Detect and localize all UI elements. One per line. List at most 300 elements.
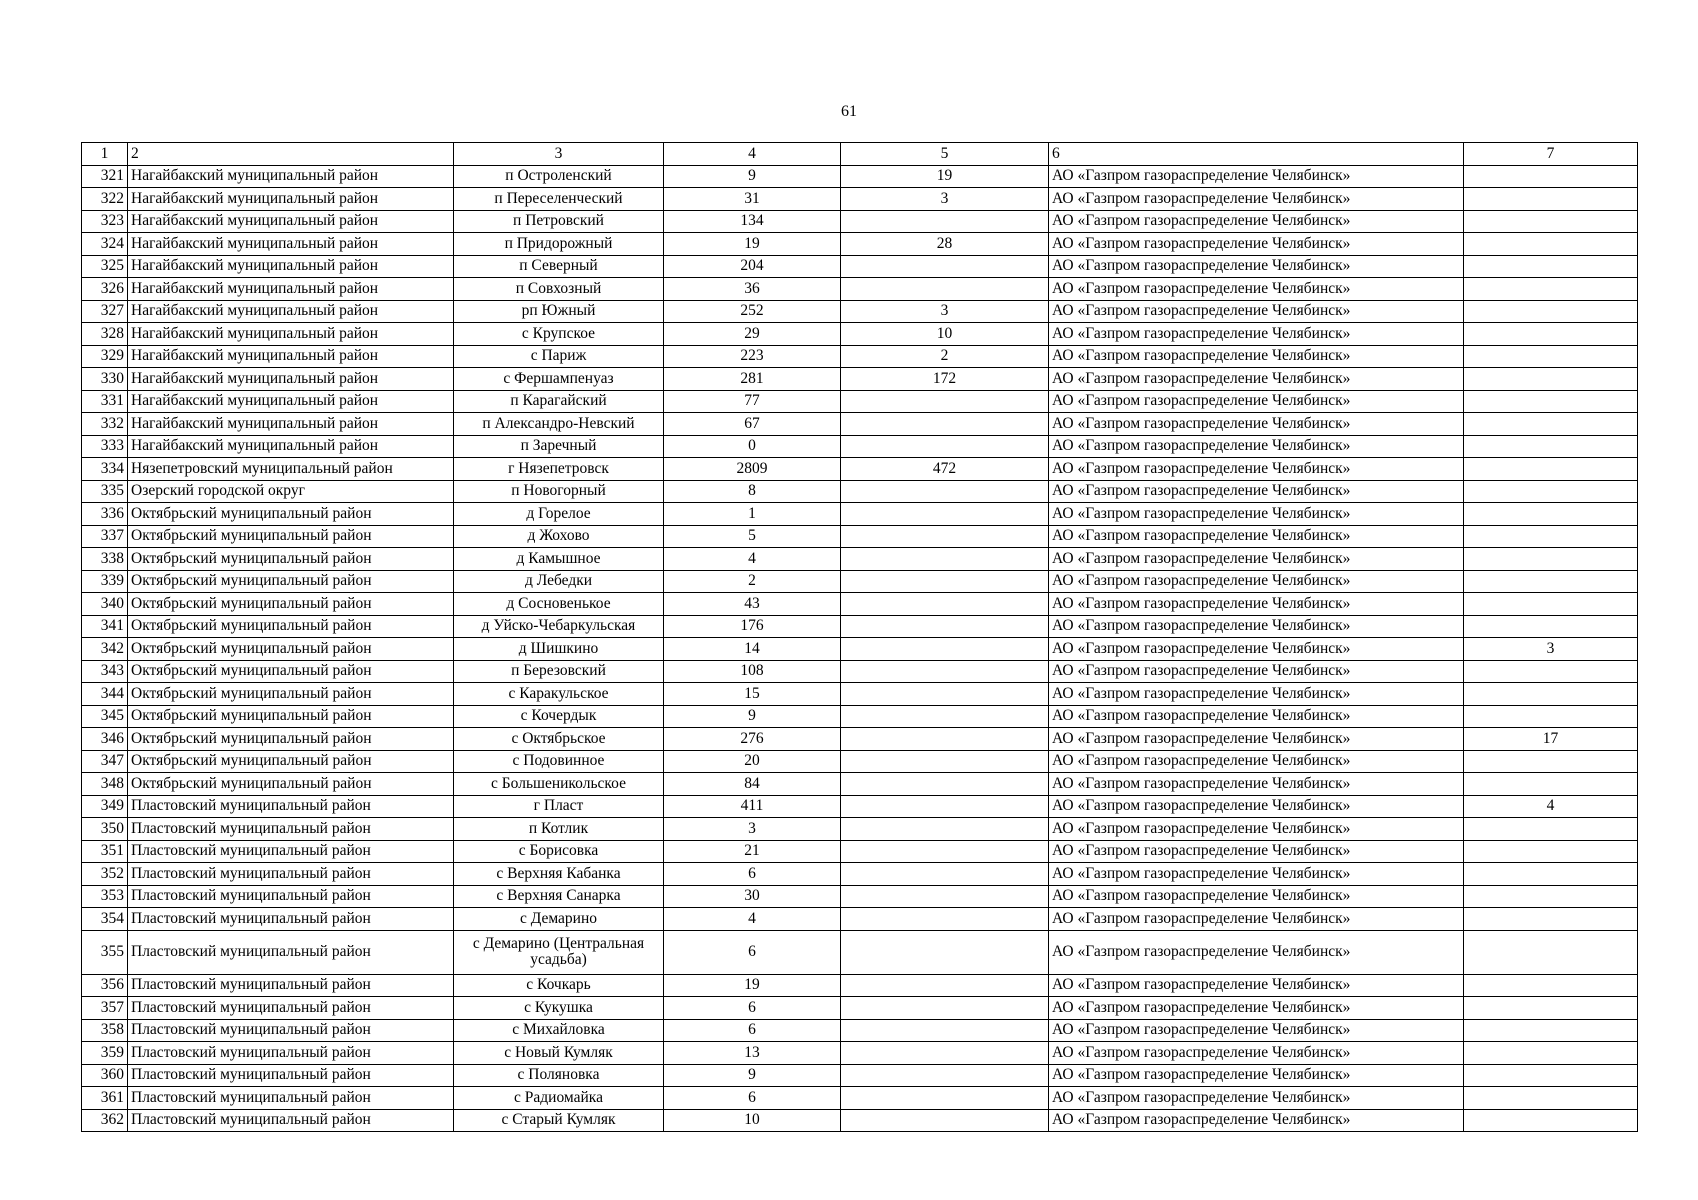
value-5-cell bbox=[841, 1042, 1049, 1065]
value-4-cell: 5 bbox=[664, 525, 841, 548]
settlement-cell: с Новый Кумляк bbox=[454, 1042, 664, 1065]
value-5-cell bbox=[841, 255, 1049, 278]
value-7-cell bbox=[1464, 210, 1638, 233]
table-row bbox=[82, 1042, 1638, 1065]
district-cell: Пластовский муниципальный район bbox=[128, 1019, 454, 1042]
district-cell: Пластовский муниципальный район bbox=[128, 997, 454, 1020]
header-cell: 5 bbox=[841, 143, 1049, 166]
value-5-cell bbox=[841, 863, 1049, 886]
district-cell: Октябрьский муниципальный район bbox=[128, 503, 454, 526]
row-number-cell: 354 bbox=[82, 908, 128, 931]
row-number-cell: 356 bbox=[82, 974, 128, 997]
value-4-cell: 30 bbox=[664, 885, 841, 908]
value-4-cell: 252 bbox=[664, 300, 841, 323]
value-5-cell bbox=[841, 750, 1049, 773]
district-cell: Октябрьский муниципальный район bbox=[128, 548, 454, 571]
settlement-cell: п Северный bbox=[454, 255, 664, 278]
value-4-cell: 276 bbox=[664, 728, 841, 751]
organization-cell: АО «Газпром газораспределение Челябинск» bbox=[1049, 390, 1464, 413]
row-number-cell: 343 bbox=[82, 660, 128, 683]
row-number-cell: 347 bbox=[82, 750, 128, 773]
value-4-cell: 0 bbox=[664, 435, 841, 458]
district-cell: Пластовский муниципальный район bbox=[128, 840, 454, 863]
settlement-cell: с Михайловка bbox=[454, 1019, 664, 1042]
organization-cell: АО «Газпром газораспределение Челябинск» bbox=[1049, 1042, 1464, 1065]
organization-cell: АО «Газпром газораспределение Челябинск» bbox=[1049, 615, 1464, 638]
value-5-cell bbox=[841, 570, 1049, 593]
value-5-cell bbox=[841, 525, 1049, 548]
value-7-cell bbox=[1464, 1019, 1638, 1042]
value-5-cell bbox=[841, 390, 1049, 413]
value-4-cell: 1 bbox=[664, 503, 841, 526]
value-5-cell: 28 bbox=[841, 233, 1049, 256]
value-7-cell bbox=[1464, 750, 1638, 773]
district-cell: Пластовский муниципальный район bbox=[128, 1087, 454, 1110]
table-row bbox=[82, 840, 1638, 863]
value-4-cell: 6 bbox=[664, 930, 841, 974]
value-4-cell: 29 bbox=[664, 323, 841, 346]
organization-cell: АО «Газпром газораспределение Челябинск» bbox=[1049, 728, 1464, 751]
organization-cell: АО «Газпром газораспределение Челябинск» bbox=[1049, 660, 1464, 683]
page-number: 61 bbox=[841, 103, 857, 120]
value-5-cell: 3 bbox=[841, 188, 1049, 211]
value-4-cell: 21 bbox=[664, 840, 841, 863]
value-7-cell bbox=[1464, 615, 1638, 638]
organization-cell: АО «Газпром газораспределение Челябинск» bbox=[1049, 210, 1464, 233]
value-5-cell bbox=[841, 840, 1049, 863]
table-row bbox=[82, 300, 1638, 323]
settlement-cell: с Кочкарь bbox=[454, 974, 664, 997]
value-4-cell: 43 bbox=[664, 593, 841, 616]
value-4-cell: 31 bbox=[664, 188, 841, 211]
district-cell: Нагайбакский муниципальный район bbox=[128, 300, 454, 323]
value-4-cell: 2 bbox=[664, 570, 841, 593]
district-cell: Нагайбакский муниципальный район bbox=[128, 390, 454, 413]
settlement-cell: с Радиомайка bbox=[454, 1087, 664, 1110]
value-5-cell bbox=[841, 728, 1049, 751]
row-number-cell: 326 bbox=[82, 278, 128, 301]
value-4-cell: 19 bbox=[664, 974, 841, 997]
row-number-cell: 337 bbox=[82, 525, 128, 548]
table-row bbox=[82, 570, 1638, 593]
row-number-cell: 332 bbox=[82, 413, 128, 436]
settlement-cell: д Сосновенькое bbox=[454, 593, 664, 616]
district-cell: Нагайбакский муниципальный район bbox=[128, 255, 454, 278]
district-cell: Пластовский муниципальный район bbox=[128, 818, 454, 841]
settlement-cell: д Шишкино bbox=[454, 638, 664, 661]
value-5-cell bbox=[841, 638, 1049, 661]
settlement-cell: с Париж bbox=[454, 345, 664, 368]
table-row bbox=[82, 1019, 1638, 1042]
district-cell: Нагайбакский муниципальный район bbox=[128, 413, 454, 436]
table-row bbox=[82, 368, 1638, 391]
row-number-cell: 353 bbox=[82, 885, 128, 908]
row-number-cell: 338 bbox=[82, 548, 128, 571]
organization-cell: АО «Газпром газораспределение Челябинск» bbox=[1049, 885, 1464, 908]
value-5-cell bbox=[841, 660, 1049, 683]
value-7-cell bbox=[1464, 300, 1638, 323]
value-7-cell bbox=[1464, 1064, 1638, 1087]
district-cell: Пластовский муниципальный район bbox=[128, 930, 454, 974]
value-4-cell: 67 bbox=[664, 413, 841, 436]
organization-cell: АО «Газпром газораспределение Челябинск» bbox=[1049, 930, 1464, 974]
organization-cell: АО «Газпром газораспределение Челябинск» bbox=[1049, 1087, 1464, 1110]
district-cell: Октябрьский муниципальный район bbox=[128, 615, 454, 638]
row-number-cell: 344 bbox=[82, 683, 128, 706]
value-4-cell: 15 bbox=[664, 683, 841, 706]
value-5-cell bbox=[841, 480, 1049, 503]
table-row bbox=[82, 255, 1638, 278]
table-row bbox=[82, 1109, 1638, 1132]
value-4-cell: 6 bbox=[664, 863, 841, 886]
value-7-cell bbox=[1464, 974, 1638, 997]
settlement-cell: п Новогорный bbox=[454, 480, 664, 503]
settlement-cell: п Заречный bbox=[454, 435, 664, 458]
value-7-cell bbox=[1464, 818, 1638, 841]
settlement-cell: с Демарино bbox=[454, 908, 664, 931]
row-number-cell: 360 bbox=[82, 1064, 128, 1087]
district-cell: Нагайбакский муниципальный район bbox=[128, 188, 454, 211]
header-cell: 6 bbox=[1049, 143, 1464, 166]
district-cell: Пластовский муниципальный район bbox=[128, 1042, 454, 1065]
district-cell: Пластовский муниципальный район bbox=[128, 908, 454, 931]
row-number-cell: 357 bbox=[82, 997, 128, 1020]
settlement-cell: д Жохово bbox=[454, 525, 664, 548]
table-row bbox=[82, 795, 1638, 818]
value-5-cell bbox=[841, 210, 1049, 233]
row-number-cell: 324 bbox=[82, 233, 128, 256]
settlement-cell: с Борисовка bbox=[454, 840, 664, 863]
value-7-cell: 17 bbox=[1464, 728, 1638, 751]
district-cell: Озерский городской округ bbox=[128, 480, 454, 503]
district-cell: Нагайбакский муниципальный район bbox=[128, 233, 454, 256]
organization-cell: АО «Газпром газораспределение Челябинск» bbox=[1049, 1019, 1464, 1042]
table-row bbox=[82, 997, 1638, 1020]
row-number-cell: 336 bbox=[82, 503, 128, 526]
organization-cell: АО «Газпром газораспределение Челябинск» bbox=[1049, 638, 1464, 661]
value-5-cell bbox=[841, 683, 1049, 706]
district-cell: Октябрьский муниципальный район bbox=[128, 570, 454, 593]
settlement-cell: д Уйско-Чебаркульская bbox=[454, 615, 664, 638]
settlement-cell: п Переселенческий bbox=[454, 188, 664, 211]
value-5-cell bbox=[841, 435, 1049, 458]
settlement-cell: с Фершампенуаз bbox=[454, 368, 664, 391]
value-4-cell: 77 bbox=[664, 390, 841, 413]
table-row bbox=[82, 390, 1638, 413]
value-5-cell bbox=[841, 705, 1049, 728]
organization-cell: АО «Газпром газораспределение Челябинск» bbox=[1049, 1064, 1464, 1087]
value-7-cell bbox=[1464, 908, 1638, 931]
value-4-cell: 6 bbox=[664, 997, 841, 1020]
value-4-cell: 9 bbox=[664, 1064, 841, 1087]
district-cell: Нагайбакский муниципальный район bbox=[128, 323, 454, 346]
value-4-cell: 223 bbox=[664, 345, 841, 368]
settlement-cell: п Карагайский bbox=[454, 390, 664, 413]
value-7-cell bbox=[1464, 503, 1638, 526]
organization-cell: АО «Газпром газораспределение Челябинск» bbox=[1049, 188, 1464, 211]
settlement-cell: с Верхняя Кабанка bbox=[454, 863, 664, 886]
value-4-cell: 4 bbox=[664, 908, 841, 931]
organization-cell: АО «Газпром газораспределение Челябинск» bbox=[1049, 840, 1464, 863]
organization-cell: АО «Газпром газораспределение Челябинск» bbox=[1049, 1109, 1464, 1132]
value-7-cell bbox=[1464, 345, 1638, 368]
value-4-cell: 134 bbox=[664, 210, 841, 233]
organization-cell: АО «Газпром газораспределение Челябинск» bbox=[1049, 300, 1464, 323]
district-cell: Октябрьский муниципальный район bbox=[128, 638, 454, 661]
district-cell: Пластовский муниципальный район bbox=[128, 974, 454, 997]
value-5-cell bbox=[841, 974, 1049, 997]
settlement-cell: д Камышное bbox=[454, 548, 664, 571]
value-7-cell bbox=[1464, 997, 1638, 1020]
settlement-cell: с Крупское bbox=[454, 323, 664, 346]
organization-cell: АО «Газпром газораспределение Челябинск» bbox=[1049, 548, 1464, 571]
value-5-cell bbox=[841, 503, 1049, 526]
settlement-cell: с Демарино (Центральная усадьба) bbox=[454, 930, 664, 974]
value-5-cell bbox=[841, 997, 1049, 1020]
settlement-cell: с Кукушка bbox=[454, 997, 664, 1020]
row-number-cell: 328 bbox=[82, 323, 128, 346]
row-number-cell: 327 bbox=[82, 300, 128, 323]
value-7-cell bbox=[1464, 840, 1638, 863]
table-row bbox=[82, 323, 1638, 346]
value-7-cell bbox=[1464, 458, 1638, 481]
value-4-cell: 204 bbox=[664, 255, 841, 278]
settlement-cell: д Горелое bbox=[454, 503, 664, 526]
row-number-cell: 351 bbox=[82, 840, 128, 863]
row-number-cell: 355 bbox=[82, 930, 128, 974]
value-5-cell bbox=[841, 1087, 1049, 1110]
table-row bbox=[82, 638, 1638, 661]
table-row bbox=[82, 345, 1638, 368]
table-row bbox=[82, 974, 1638, 997]
row-number-cell: 321 bbox=[82, 165, 128, 188]
district-cell: Нагайбакский муниципальный район bbox=[128, 435, 454, 458]
table-row bbox=[82, 885, 1638, 908]
row-number-cell: 346 bbox=[82, 728, 128, 751]
value-7-cell: 3 bbox=[1464, 638, 1638, 661]
district-cell: Октябрьский муниципальный район bbox=[128, 660, 454, 683]
table-header-row bbox=[82, 143, 1638, 166]
row-number-cell: 348 bbox=[82, 773, 128, 796]
value-4-cell: 10 bbox=[664, 1109, 841, 1132]
district-cell: Октябрьский муниципальный район bbox=[128, 728, 454, 751]
table-row bbox=[82, 705, 1638, 728]
row-number-cell: 334 bbox=[82, 458, 128, 481]
value-4-cell: 411 bbox=[664, 795, 841, 818]
value-7-cell bbox=[1464, 570, 1638, 593]
organization-cell: АО «Газпром газораспределение Челябинск» bbox=[1049, 323, 1464, 346]
value-4-cell: 84 bbox=[664, 773, 841, 796]
row-number-cell: 333 bbox=[82, 435, 128, 458]
table-row bbox=[82, 278, 1638, 301]
district-cell: Пластовский муниципальный район bbox=[128, 1109, 454, 1132]
value-7-cell bbox=[1464, 233, 1638, 256]
row-number-cell: 342 bbox=[82, 638, 128, 661]
organization-cell: АО «Газпром газораспределение Челябинск» bbox=[1049, 570, 1464, 593]
organization-cell: АО «Газпром газораспределение Челябинск» bbox=[1049, 413, 1464, 436]
organization-cell: АО «Газпром газораспределение Челябинск» bbox=[1049, 974, 1464, 997]
district-cell: Нагайбакский муниципальный район bbox=[128, 210, 454, 233]
district-cell: Октябрьский муниципальный район bbox=[128, 705, 454, 728]
organization-cell: АО «Газпром газораспределение Челябинск» bbox=[1049, 165, 1464, 188]
value-7-cell bbox=[1464, 548, 1638, 571]
settlement-cell: рп Южный bbox=[454, 300, 664, 323]
organization-cell: АО «Газпром газораспределение Челябинск» bbox=[1049, 593, 1464, 616]
value-7-cell bbox=[1464, 368, 1638, 391]
organization-cell: АО «Газпром газораспределение Челябинск» bbox=[1049, 773, 1464, 796]
value-7-cell bbox=[1464, 323, 1638, 346]
value-5-cell: 10 bbox=[841, 323, 1049, 346]
value-5-cell bbox=[841, 795, 1049, 818]
value-5-cell bbox=[841, 1019, 1049, 1042]
settlement-cell: п Совхозный bbox=[454, 278, 664, 301]
district-cell: Пластовский муниципальный район bbox=[128, 1064, 454, 1087]
value-5-cell bbox=[841, 413, 1049, 436]
value-7-cell bbox=[1464, 1109, 1638, 1132]
value-4-cell: 2809 bbox=[664, 458, 841, 481]
value-5-cell bbox=[841, 908, 1049, 931]
settlement-cell: с Октябрьское bbox=[454, 728, 664, 751]
district-cell: Октябрьский муниципальный район bbox=[128, 525, 454, 548]
table-row bbox=[82, 435, 1638, 458]
value-7-cell bbox=[1464, 683, 1638, 706]
district-cell: Пластовский муниципальный район bbox=[128, 795, 454, 818]
row-number-cell: 330 bbox=[82, 368, 128, 391]
organization-cell: АО «Газпром газораспределение Челябинск» bbox=[1049, 705, 1464, 728]
organization-cell: АО «Газпром газораспределение Челябинск» bbox=[1049, 345, 1464, 368]
settlement-cell: с Большеникольское bbox=[454, 773, 664, 796]
table-row bbox=[82, 930, 1638, 974]
value-7-cell bbox=[1464, 413, 1638, 436]
value-5-cell bbox=[841, 885, 1049, 908]
value-7-cell bbox=[1464, 525, 1638, 548]
settlement-cell: п Березовский bbox=[454, 660, 664, 683]
value-5-cell bbox=[841, 1064, 1049, 1087]
organization-cell: АО «Газпром газораспределение Челябинск» bbox=[1049, 525, 1464, 548]
value-4-cell: 3 bbox=[664, 818, 841, 841]
value-7-cell bbox=[1464, 255, 1638, 278]
row-number-cell: 362 bbox=[82, 1109, 128, 1132]
row-number-cell: 349 bbox=[82, 795, 128, 818]
header-cell: 7 bbox=[1464, 143, 1638, 166]
value-5-cell bbox=[841, 593, 1049, 616]
district-cell: Октябрьский муниципальный район bbox=[128, 773, 454, 796]
value-4-cell: 176 bbox=[664, 615, 841, 638]
table-row bbox=[82, 503, 1638, 526]
settlement-cell: п Остроленский bbox=[454, 165, 664, 188]
value-7-cell bbox=[1464, 593, 1638, 616]
table-row bbox=[82, 480, 1638, 503]
row-number-cell: 340 bbox=[82, 593, 128, 616]
value-5-cell bbox=[841, 548, 1049, 571]
value-4-cell: 9 bbox=[664, 705, 841, 728]
value-7-cell bbox=[1464, 1042, 1638, 1065]
value-7-cell bbox=[1464, 165, 1638, 188]
table-row bbox=[82, 908, 1638, 931]
value-5-cell bbox=[841, 615, 1049, 638]
organization-cell: АО «Газпром газораспределение Челябинск» bbox=[1049, 458, 1464, 481]
settlement-cell: д Лебедки bbox=[454, 570, 664, 593]
settlement-cell: г Нязепетровск bbox=[454, 458, 664, 481]
table-row bbox=[82, 773, 1638, 796]
organization-cell: АО «Газпром газораспределение Челябинск» bbox=[1049, 278, 1464, 301]
organization-cell: АО «Газпром газораспределение Челябинск» bbox=[1049, 255, 1464, 278]
organization-cell: АО «Газпром газораспределение Челябинск» bbox=[1049, 997, 1464, 1020]
table-row bbox=[82, 210, 1638, 233]
settlement-cell: п Котлик bbox=[454, 818, 664, 841]
row-number-cell: 331 bbox=[82, 390, 128, 413]
table-row bbox=[82, 660, 1638, 683]
value-5-cell: 19 bbox=[841, 165, 1049, 188]
value-7-cell bbox=[1464, 278, 1638, 301]
value-7-cell bbox=[1464, 435, 1638, 458]
table-body bbox=[82, 143, 1638, 1132]
district-cell: Октябрьский муниципальный район bbox=[128, 593, 454, 616]
table-row bbox=[82, 728, 1638, 751]
header-cell: 1 bbox=[82, 143, 128, 166]
table-row bbox=[82, 863, 1638, 886]
value-4-cell: 8 bbox=[664, 480, 841, 503]
table-row bbox=[82, 615, 1638, 638]
value-7-cell bbox=[1464, 1087, 1638, 1110]
organization-cell: АО «Газпром газораспределение Челябинск» bbox=[1049, 818, 1464, 841]
value-7-cell bbox=[1464, 188, 1638, 211]
organization-cell: АО «Газпром газораспределение Челябинск» bbox=[1049, 480, 1464, 503]
district-cell: Пластовский муниципальный район bbox=[128, 863, 454, 886]
organization-cell: АО «Газпром газораспределение Челябинск» bbox=[1049, 863, 1464, 886]
district-cell: Нагайбакский муниципальный район bbox=[128, 165, 454, 188]
table-row bbox=[82, 593, 1638, 616]
value-5-cell bbox=[841, 930, 1049, 974]
organization-cell: АО «Газпром газораспределение Челябинск» bbox=[1049, 368, 1464, 391]
table-row bbox=[82, 750, 1638, 773]
table-row bbox=[82, 1087, 1638, 1110]
row-number-cell: 322 bbox=[82, 188, 128, 211]
value-5-cell bbox=[841, 773, 1049, 796]
row-number-cell: 345 bbox=[82, 705, 128, 728]
value-5-cell: 2 bbox=[841, 345, 1049, 368]
value-4-cell: 6 bbox=[664, 1019, 841, 1042]
value-4-cell: 281 bbox=[664, 368, 841, 391]
table-row bbox=[82, 233, 1638, 256]
header-cell: 2 bbox=[128, 143, 454, 166]
value-5-cell: 172 bbox=[841, 368, 1049, 391]
row-number-cell: 361 bbox=[82, 1087, 128, 1110]
settlement-cell: п Петровский bbox=[454, 210, 664, 233]
table-row bbox=[82, 548, 1638, 571]
district-cell: Пластовский муниципальный район bbox=[128, 885, 454, 908]
row-number-cell: 323 bbox=[82, 210, 128, 233]
table-row bbox=[82, 188, 1638, 211]
row-number-cell: 339 bbox=[82, 570, 128, 593]
value-7-cell bbox=[1464, 480, 1638, 503]
settlement-cell: с Кочердык bbox=[454, 705, 664, 728]
value-5-cell bbox=[841, 818, 1049, 841]
row-number-cell: 350 bbox=[82, 818, 128, 841]
value-4-cell: 108 bbox=[664, 660, 841, 683]
table-row bbox=[82, 165, 1638, 188]
value-4-cell: 20 bbox=[664, 750, 841, 773]
value-7-cell bbox=[1464, 885, 1638, 908]
settlement-cell: с Каракульское bbox=[454, 683, 664, 706]
value-5-cell bbox=[841, 278, 1049, 301]
value-4-cell: 14 bbox=[664, 638, 841, 661]
table-row bbox=[82, 525, 1638, 548]
value-5-cell: 472 bbox=[841, 458, 1049, 481]
district-cell: Октябрьский муниципальный район bbox=[128, 750, 454, 773]
value-7-cell bbox=[1464, 660, 1638, 683]
settlement-cell: п Александро-Невский bbox=[454, 413, 664, 436]
